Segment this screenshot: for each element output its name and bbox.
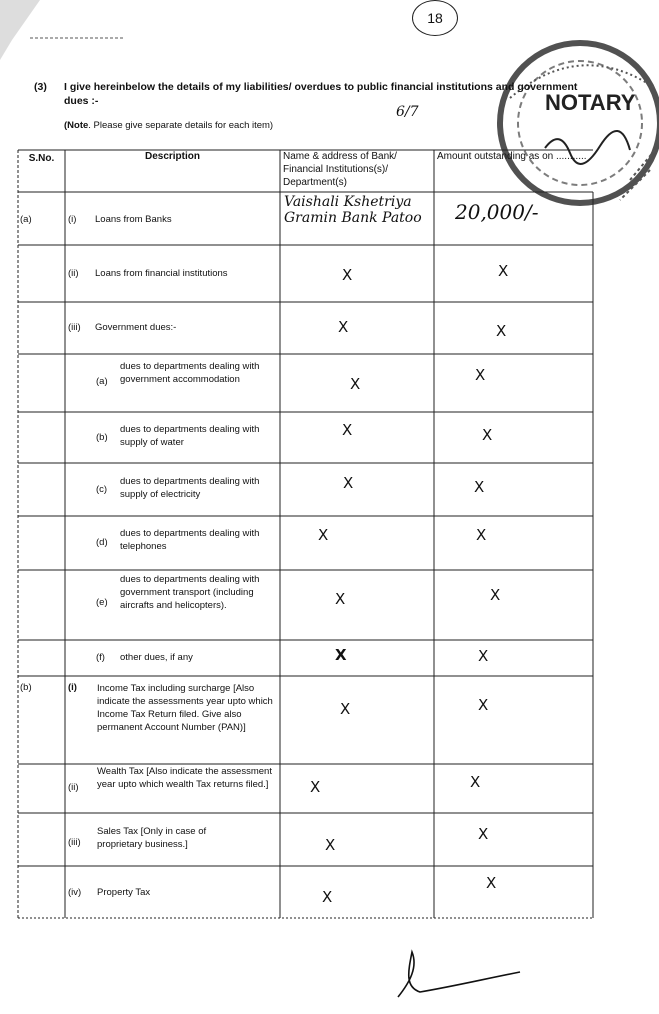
row-8-sub: (f)	[96, 652, 105, 663]
row-12-sub: (iv)	[68, 887, 82, 898]
row-4-sub: (b)	[96, 432, 108, 443]
row-11-desc: Sales Tax [Only in case of proprietary business.]	[97, 826, 207, 850]
row-5-amount: X	[474, 478, 485, 496]
row-12-amount: X	[486, 874, 497, 892]
row-6-name: X	[318, 526, 329, 544]
row-11-name: X	[325, 836, 336, 854]
stamp-text: NOTARY	[545, 90, 636, 115]
row-4-name: X	[342, 421, 353, 439]
header-name-address: Name & address of Bank/ Financial Institutions(s)/ Department(s)	[283, 151, 397, 188]
row-3-sub: (a)	[96, 376, 108, 387]
row-1-name: X	[342, 266, 353, 284]
edge-marks	[600, 130, 659, 210]
row-7-amount: X	[490, 586, 501, 604]
row-5-name: X	[343, 474, 354, 492]
row-3-name: X	[350, 375, 361, 393]
section-number: (3)	[34, 81, 47, 93]
row-9-amount: X	[478, 696, 489, 714]
row-12-desc: Property Tax	[97, 887, 151, 898]
row-6-desc: dues to departments dealing with telephones	[120, 528, 260, 552]
row-0-name: Vaishali Kshetriya Gramin Bank Patoo	[284, 194, 422, 226]
row-5-sub: (c)	[96, 484, 108, 495]
row-7-desc: dues to departments dealing with government transport (including aircrafts and helicopters).	[120, 574, 260, 611]
row-2-desc: Government dues:-	[95, 322, 177, 333]
row-8-desc: other dues, if any	[120, 652, 193, 663]
row-10-name: X	[310, 778, 321, 796]
row-6-sub: (d)	[96, 537, 108, 548]
row-4-amount: X	[482, 426, 493, 444]
row-12-name: X	[322, 888, 333, 906]
row-7-name: X	[335, 590, 346, 608]
row-9-sub: (i)	[68, 682, 77, 693]
row-10-desc: Wealth Tax [Also indicate the assessment year upto which wealth Tax returns filed.]	[97, 766, 272, 790]
row-1-desc: Loans from financial institutions	[95, 268, 228, 279]
row-0-amount: 20,000/-	[455, 200, 539, 224]
signature	[390, 942, 530, 1002]
page-fraction: 6/7	[396, 104, 419, 120]
row-2-amount: X	[496, 322, 507, 340]
header-sno: S.No.	[28, 153, 55, 164]
row-9-name: X	[340, 700, 351, 718]
page-number: 18	[412, 0, 458, 36]
note-label: (Note	[64, 120, 89, 131]
row-6-amount: X	[476, 526, 487, 544]
row-5-desc: dues to departments dealing with supply of electricity	[120, 476, 260, 500]
row-2-name: X	[338, 318, 349, 336]
row-4-desc: dues to departments dealing with supply of water	[120, 424, 260, 448]
header-amount: Amount outstanding as on ...........	[437, 151, 587, 162]
row-2-sub: (iii)	[68, 322, 81, 333]
row-8-amount: X	[478, 647, 489, 665]
row-10-amount: X	[470, 773, 481, 791]
header-description: Description	[144, 151, 200, 162]
row-0-sno: (a)	[20, 214, 32, 225]
section-text: I give hereinbelow the details of my liabilities/ overdues to public financial institutions and government dues :-	[64, 81, 578, 107]
row-1-amount: X	[498, 262, 509, 280]
row-0-desc: Loans from Banks	[95, 214, 172, 225]
note-text: . Please give separate details for each item)	[88, 120, 274, 131]
row-3-desc: dues to departments dealing with government accommodation	[120, 361, 260, 385]
row-9-sno: (b)	[20, 682, 32, 693]
row-0-sub: (i)	[68, 214, 77, 225]
row-11-amount: X	[478, 825, 489, 843]
row-9-desc: Income Tax including surcharge [Also indicate the assessments year upto which Income Tax Return filed. Give also permanent Account Number (PAN)]	[97, 683, 273, 733]
row-7-sub: (e)	[96, 597, 108, 608]
row-11-sub: (iii)	[68, 837, 81, 848]
row-1-sub: (ii)	[68, 268, 79, 279]
row-10-sub: (ii)	[68, 782, 79, 793]
row-3-amount: X	[475, 366, 486, 384]
row-8-name: X	[335, 646, 347, 664]
